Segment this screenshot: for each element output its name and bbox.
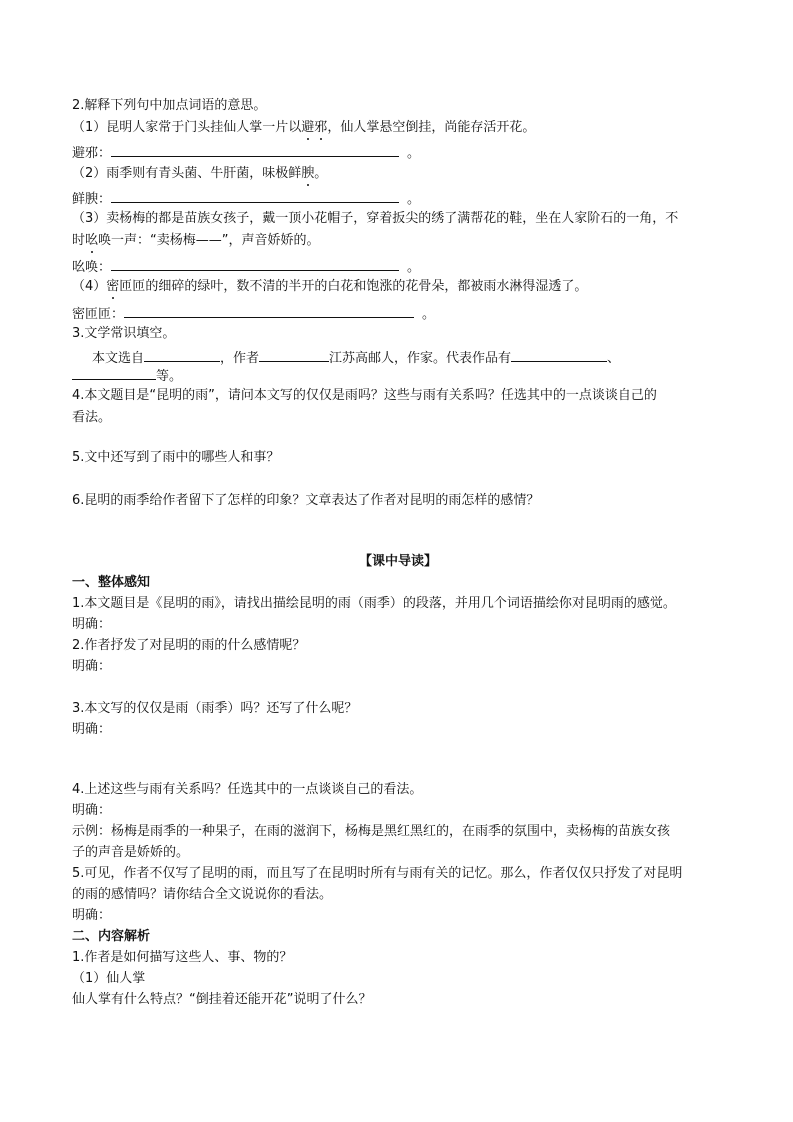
dotted-char: 避 [301, 120, 315, 135]
q2-sentence-4 [72, 279, 587, 295]
q2-answer-2 [72, 189, 420, 208]
author-blank[interactable] [259, 348, 329, 362]
part1-heading: 一、整体感知 [72, 575, 151, 590]
text: 本文选自 [92, 351, 145, 366]
q2-sentence-3-line2 [72, 233, 320, 249]
text: （1）昆明人家常于门头挂仙人掌一片以 [72, 120, 302, 135]
q3-fill-line-2 [72, 366, 182, 385]
part1-item4: 4.上述这些与雨有关系吗？任选其中的一点谈谈自己的看法。 [72, 782, 423, 797]
q2-answer-1 [72, 143, 420, 162]
text: 、 [607, 351, 621, 366]
part1-item5-line2: 的雨的感情吗？请你结合全文说说你的看法。 [72, 887, 333, 902]
answer-blank[interactable] [111, 143, 399, 157]
source-blank[interactable] [144, 348, 220, 362]
answer-label: 避邪： [72, 146, 112, 161]
answer-label: 明确： [72, 908, 112, 923]
text: 。 [422, 307, 436, 322]
q4-line1: 4.本文题目是“昆明的雨”，请问本文写的仅仅是雨吗？这些与雨有关系吗？任选其中的一点谈谈自己的 [72, 388, 657, 403]
answer-label: 吆唤： [72, 260, 112, 275]
answer-label: 鲜腴： [72, 192, 112, 207]
part1-item2: 2.作者抒发了对昆明的雨的什么感情呢？ [72, 638, 306, 653]
answer-label: 密匝匝： [72, 307, 125, 322]
works-blank-2[interactable] [72, 366, 156, 380]
q2-answer-3 [72, 257, 420, 276]
text: 江苏高邮人，作家。代表作品有 [329, 351, 512, 366]
q2-sentence-3-line1: （3）卖杨梅的都是苗族女孩子，戴一顶小花帽子，穿着扳尖的绣了满帮花的鞋，坐在人家阶石的一角，不 [72, 211, 679, 226]
example-line2: 子的声音是娇娇的。 [72, 845, 190, 860]
text: 匝匝 [119, 279, 146, 294]
answer-blank[interactable] [111, 189, 399, 203]
text: 等。 [156, 369, 183, 384]
q2-title: 2.解释下列句中加点词语的意思。 [72, 98, 267, 113]
dotted-char: 密 [106, 279, 120, 294]
text: 。 [407, 192, 421, 207]
works-blank-1[interactable] [511, 348, 607, 362]
q2-sentence-1 [72, 120, 535, 136]
q3-fill-line [92, 348, 620, 367]
answer-blank[interactable] [124, 304, 414, 318]
dotted-char: 腴 [301, 166, 315, 181]
q3-title: 3.文学常识填空。 [72, 326, 176, 341]
text: 。 [407, 146, 421, 161]
answer-label: 明确： [72, 617, 112, 632]
q5: 5.文中还写到了雨中的哪些人和事？ [72, 450, 280, 465]
part2-item1: 1.作者是如何描写这些人、事、物的？ [72, 950, 293, 965]
text: ，仙人掌悬空倒挂，尚能存活开花。 [327, 120, 536, 135]
text: 唤一声：“卖杨梅——”，声音娇娇的。 [98, 233, 320, 248]
answer-label: 明确： [72, 659, 112, 674]
q4-line2: 看法。 [72, 410, 112, 425]
q2-sentence-2 [72, 166, 327, 182]
section-title: 【课中导读】 [358, 554, 437, 569]
part1-item1: 1.本文题目是《昆明的雨》，请找出描绘昆明的雨（雨季）的段落，并用几个词语描绘你对昆明雨的感觉。 [72, 596, 676, 611]
part2-heading: 二、内容解析 [72, 929, 151, 944]
answer-blank[interactable] [111, 257, 399, 271]
dotted-char: 邪 [314, 120, 328, 135]
answer-label: 明确： [72, 803, 112, 818]
q2-answer-4 [72, 304, 435, 323]
q6: 6.昆明的雨季给作者留下了怎样的印象？文章表达了作者对昆明的雨怎样的感情？ [72, 493, 540, 508]
text: （4） [72, 279, 107, 294]
text: 。 [407, 260, 421, 275]
text: ，作者 [220, 351, 260, 366]
part2-sub1: （1）仙人掌 [72, 971, 146, 986]
part1-item3: 3.本文写的仅仅是雨（雨季）吗？还写了什么呢？ [72, 701, 358, 716]
part1-item5-line1: 5.可见，作者不仅写了昆明的雨，而且写了在昆明时所有与雨有关的记忆。那么，作者仅仅只抒发了对昆明 [72, 866, 683, 881]
text: 的细碎的绿叶，数不清的半开的白花和饱涨的花骨朵，都被雨水淋得湿透了。 [145, 279, 588, 294]
text: 时 [72, 233, 86, 248]
example-line1: 示例：杨梅是雨季的一种果子，在雨的滋润下，杨梅是黑红黑红的，在雨季的氛围中，卖杨梅的苗族女孩 [72, 824, 671, 839]
part2-question: 仙人掌有什么特点？“倒挂着还能开花”说明了什么？ [72, 992, 372, 1007]
text: 。 [314, 166, 328, 181]
text: （2）雨季则有青头菌、牛肝菌，味极鲜 [72, 166, 302, 181]
dotted-char: 吆 [85, 233, 99, 248]
answer-label: 明确： [72, 722, 112, 737]
